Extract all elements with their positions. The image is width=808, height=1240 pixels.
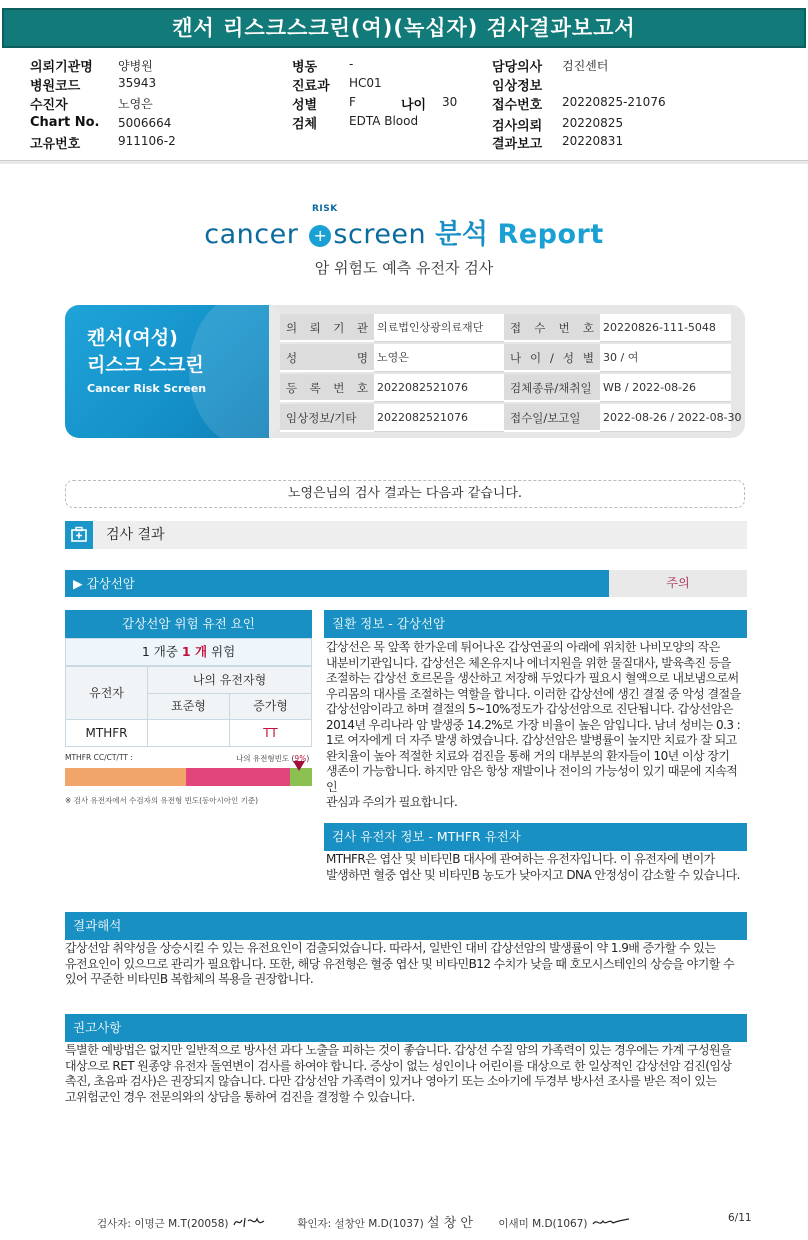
frequency-footnote: ※ 검사 유전자에서 수검자의 유전형 빈도(동아시아인 기준) — [65, 796, 259, 805]
risk-count — [65, 638, 312, 666]
meta-label: 병원코드 — [30, 79, 81, 94]
meta-label: 고유번호 — [30, 137, 81, 152]
meta-value: F — [349, 95, 356, 109]
meta-value: 노영은 — [118, 97, 153, 111]
meta-label: 담당의사 — [492, 60, 543, 75]
meta-label: 수진자 — [30, 98, 68, 113]
col-increased-header: 증가형 — [229, 693, 312, 720]
signature-footer — [97, 1212, 631, 1231]
logo-word-analysis: 분석 — [435, 219, 489, 250]
meta-value: 911106-2 — [118, 134, 176, 148]
risk-count-prefix: 1 개중 — [141, 644, 182, 659]
page-number: 6/11 — [728, 1212, 752, 1224]
meta-label: 나이 — [401, 98, 427, 113]
meta-value: EDTA Blood — [349, 114, 419, 128]
meta-value: 35943 — [118, 76, 157, 90]
gene-info-header: 검사 유전자 정보 - MTHFR 유전자 — [324, 823, 747, 851]
report-title: 캔서 리스크스크린(여)(녹십자) 검사결과보고서 — [2, 8, 806, 48]
meta-label: 의뢰기관명 — [30, 60, 93, 75]
col-gene-header: 유전자 — [65, 666, 148, 720]
header-divider — [0, 160, 808, 164]
card-label: 접수일/보고일 — [504, 404, 600, 432]
meta-value: 20220825-21076 — [562, 95, 666, 109]
card-label: 등 록 번 호 — [280, 374, 374, 402]
card-label: 의 뢰 기 관 — [280, 314, 374, 342]
card-title-line1: 캔서(여성) — [87, 327, 178, 349]
my-genotype-marker — [293, 761, 305, 771]
card-value: 2022082521076 — [374, 374, 504, 402]
disease-info-section — [324, 610, 747, 811]
meta-value: 검진센터 — [562, 59, 609, 73]
meta-label: Chart No. — [30, 115, 100, 130]
card-label: 나 이 / 성 별 — [504, 344, 600, 372]
cross-icon: + — [309, 225, 331, 247]
risk-table-header: 갑상선암 위험 유전 요인 — [65, 610, 312, 638]
tester-name: 이명근 M.T(20058) — [134, 1218, 229, 1230]
card-value: 30 / 여 — [600, 344, 731, 372]
freq-value: 9% — [294, 754, 307, 763]
section-title: 검사 결과 — [106, 527, 165, 543]
cancer-screen-logo — [0, 204, 808, 251]
meta-value: 20220825 — [562, 116, 624, 130]
confirmer-label: 확인자: — [297, 1218, 332, 1230]
cancer-type-bar: ▶ 갑상선암 — [65, 570, 609, 597]
card-title-english: Cancer Risk Screen — [87, 382, 207, 395]
col-my-genotype-header: 나의 유전자형 — [147, 666, 312, 694]
interpretation-text: 갑상선암 취약성을 상승시킬 수 있는 유전요인이 검출되었습니다. 따라서, 일반인 대비 갑상선암의 발생률이 약 1.9배 증가할 수 있는 유전요인이 있으므로 관리가 필요합니다. 또한, 해당 유전형은 혈중 엽산 및 비타민B12 수치가 낮을 때 호모시스테인의 상승을 야기할 수 있어 꾸준한 비타민B 복합체의 복용을 권장합니다. — [65, 941, 735, 986]
meta-value: - — [349, 57, 354, 71]
card-value: 노영은 — [374, 344, 504, 372]
disease-info-text: 갑상선은 목 앞쪽 한가운데 튀어나온 갑상연골의 아래에 위치한 나비모양의 작은 내분비기관입니다. 갑상선은 체온유지나 에너지원을 위한 물질대사, 발육촉진 등을 조절하는 갑상선 호르몬을 생산하고 저장해 두었다가 필요시 혈액으로 내보냄으로써 우리몸의 대사를 조절하는 역할을 합니다. 이러한 갑상선에 생긴 결절 중 악성 결절을 갑상선암이라고 하며 결절의 5~10%정도가 갑상선암으로 진단됩니다. 갑상선암은 2014년 우리나라 암 발생중 14.2%로 가장 비율이 높은 암입니다. 남녀 성비는 0.3 : 1로 여자에게 더 자주 발생 하였습니다. 갑상선암은 발병률이 높지만 치료가 잘 되고 완치율이 높아 적절한 치료와 검진을 통해 거의 대부분의 환자들이 10년 이상 장기 생존이 가능합니다. 하지만 암은 항상 재발이나 전이의 가능성이 있기 때문에 지속적인 관심과 주의가 필요합니다. — [326, 640, 741, 809]
card-value: 2022082521076 — [374, 404, 504, 432]
card-value: 의료법인상광의료재단 — [374, 314, 504, 342]
meta-label: 임상정보 — [492, 79, 543, 94]
meta-label: 접수번호 — [492, 98, 543, 113]
increased-value: TT — [229, 719, 312, 747]
logo-word-report: Report — [497, 219, 604, 250]
recommendation-header: 권고사항 — [65, 1014, 747, 1042]
meta-label: 진료과 — [292, 79, 330, 94]
frequency-segment — [65, 768, 186, 786]
logo-word-screen: screen — [333, 219, 427, 250]
meta-value: 30 — [442, 95, 458, 109]
meta-value: 20220831 — [562, 134, 624, 148]
greeting-box: 노영은님의 검사 결과는 다음과 같습니다. — [65, 480, 745, 508]
medical-kit-icon — [65, 521, 93, 549]
interpretation-header: 결과해석 — [65, 912, 747, 940]
genotype-label: MTHFR CC/CT/TT : — [65, 753, 133, 762]
standard-value — [147, 719, 230, 747]
col-standard-header: 표준형 — [147, 693, 230, 720]
doctor-name: 이새미 M.D(1067) — [498, 1218, 588, 1230]
gene-info-text: MTHFR은 엽산 및 비타민B 대사에 관여하는 유전자입니다. 이 유전자에 변이가 발생하면 혈중 엽산 및 비타민B 농도가 낮아지고 DNA 안정성이 감소할 수 있습니다. — [326, 852, 740, 882]
meta-label: 검사의뢰 — [492, 119, 543, 134]
genotype-frequency-bar — [65, 768, 312, 786]
card-value: 2022-08-26 / 2022-08-30 — [600, 404, 731, 432]
patient-info-card — [65, 305, 745, 438]
card-label: 접 수 번 호 — [504, 314, 600, 342]
tester-signature — [232, 1215, 266, 1229]
interpretation-section — [65, 912, 747, 988]
logo-word-cancer: cancer — [204, 219, 299, 250]
status-badge: 주의 — [609, 570, 747, 597]
report-subtitle: 암 위험도 예측 유전자 검사 — [314, 259, 494, 277]
recommendation-text: 특별한 예방법은 없지만 일반적으로 방사선 과다 노출을 피하는 것이 좋습니다. 갑상선 수질 암의 가족력이 있는 경우에는 가계 구성원을 대상으로 RET 원종양 유전자 돌연변이 검사를 하여야 합니다. 증상이 없는 성인이나 어린이를 대상으로 한 일상적인 갑상선암 검진(임상 촉진, 초음파 검사)은 권장되지 않습니다. 다만 갑상선암 가족력이 있거나 영아기 또는 소아기에 두경부 방사선 조사를 받은 적이 있는 고위험군인 경우 전문의와의 상담을 통하여 검진을 결정할 수 있습니다. — [65, 1043, 732, 1104]
card-label: 임상정보/기타 — [280, 404, 374, 432]
confirmer-name: 설창안 M.D(1037) — [334, 1218, 424, 1230]
disease-info-header: 질환 정보 - 갑상선암 — [324, 610, 747, 638]
gene-info-section — [324, 823, 747, 883]
meta-value: 양병원 — [118, 59, 153, 73]
section-header-results — [65, 521, 747, 549]
freq-label-text: 나의 유전형빈도 ( — [236, 754, 295, 763]
card-value: WB / 2022-08-26 — [600, 374, 731, 402]
confirmer-signature: 설 창 안 — [427, 1216, 473, 1231]
meta-label: 병동 — [292, 60, 318, 75]
doctor-signature — [591, 1215, 631, 1229]
gene-name: MTHFR — [65, 719, 148, 747]
meta-label: 결과보고 — [492, 137, 543, 152]
freq-close: ) — [306, 754, 310, 763]
recommendation-section — [65, 1014, 747, 1105]
risk-count-suffix: 위험 — [207, 644, 236, 659]
card-label: 성 명 — [280, 344, 374, 372]
logo-risk-label: RISK — [312, 204, 338, 214]
meta-value: HC01 — [349, 76, 382, 90]
card-value: 20220826-111-5048 — [600, 314, 731, 342]
meta-label: 성별 — [292, 98, 318, 113]
risk-count-value: 1 개 — [181, 644, 208, 659]
card-title-panel — [65, 305, 269, 438]
card-label: 검체종류/채취일 — [504, 374, 600, 402]
frequency-segment — [186, 768, 290, 786]
tester-label: 검사자: — [97, 1218, 131, 1230]
meta-value: 5006664 — [118, 116, 172, 130]
card-title-line2: 리스크 스크린 — [87, 354, 204, 376]
meta-label: 검체 — [292, 117, 318, 132]
